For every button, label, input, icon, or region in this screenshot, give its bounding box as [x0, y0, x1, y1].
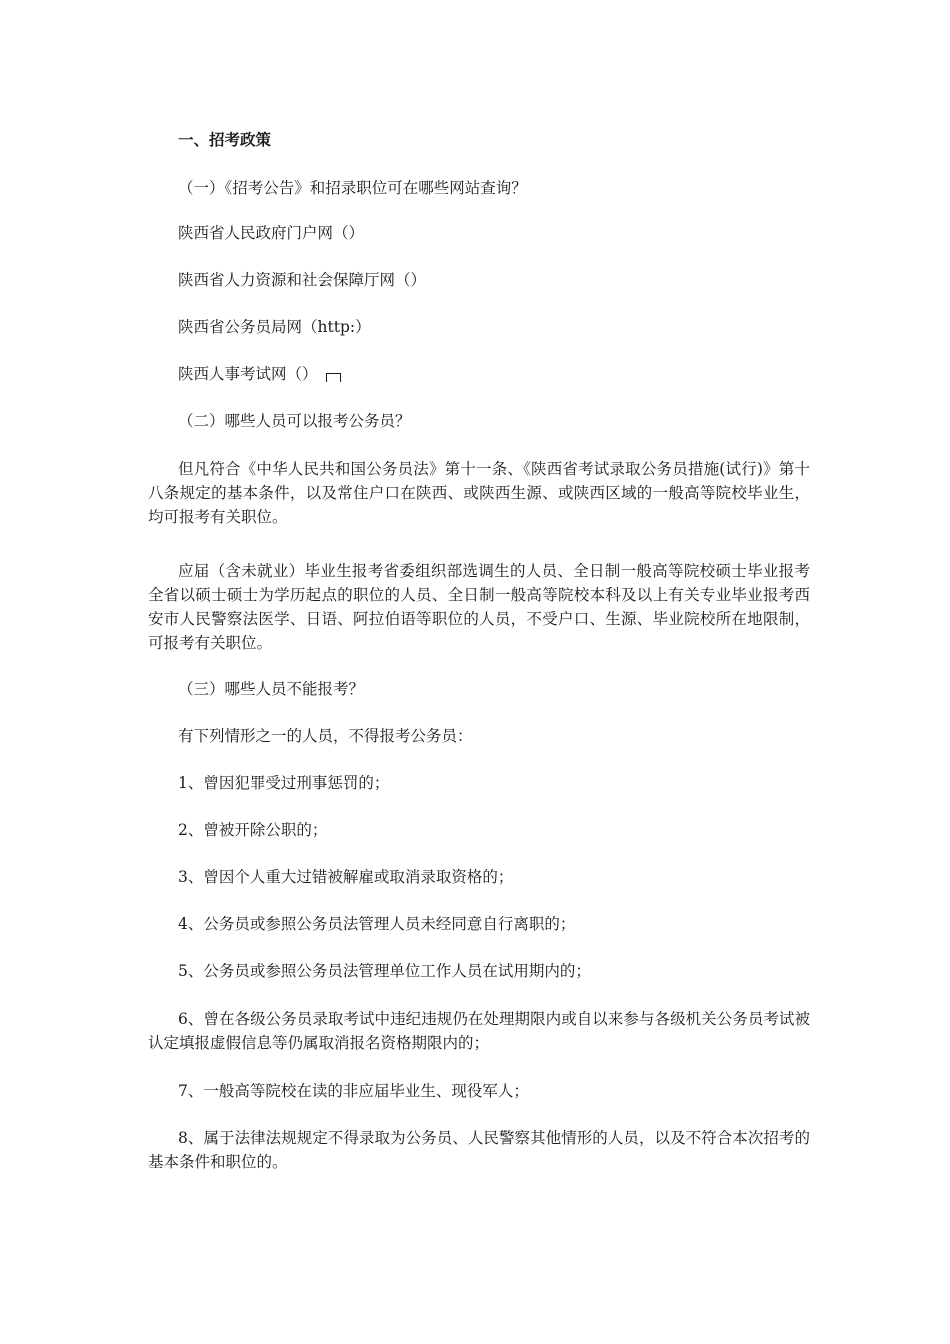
site-item: 陕西省公务员局网（http:）	[178, 318, 371, 336]
site-item: 陕西人事考试网（）	[178, 365, 318, 383]
bracket-mark-icon	[326, 373, 341, 382]
question-1: （一）《招考公告》和招录职位可在哪些网站查询？	[178, 179, 527, 197]
list-item: 7、一般高等院校在读的非应届毕业生、现役军人；	[178, 1082, 529, 1100]
list-item: 2、曾被开除公职的；	[178, 821, 328, 839]
section-title: 一、招考政策	[178, 130, 272, 149]
list-item: 8、属于法律法规规定不得录取为公务员、人民警察其他情形的人员，以及不符合本次招考的基本条件和职位的。	[148, 1129, 810, 1171]
list-item: 3、曾因个人重大过错被解雇或取消录取资格的；	[178, 868, 514, 886]
paragraph: 但凡符合《中华人民共和国公务员法》第十一条、《陕西省考试录取公务员措施(试行)》第十八条规定的基本条件，以及常住户口在陕西、或陕西生源、或陕西区域的一般高等院校毕业生，均可报考有关职位。	[148, 460, 810, 526]
question-2: （二）哪些人员可以报考公务员？	[178, 412, 411, 430]
site-item-with-mark	[178, 362, 341, 386]
paragraph: 应届（含未就业）毕业生报考省委组织部选调生的人员、全日制一般高等院校硕士毕业报考全省以硕士硕士为学历起点的职位的人员、全日制一般高等院校本科及以上有关专业毕业报考西安市人民警察法医学、日语、阿拉伯语等职位的人员，不受户口、生源、毕业院校所在地限制，可报考有关职位。	[148, 562, 810, 652]
site-item: 陕西省人力资源和社会保障厅网（）	[178, 271, 427, 289]
list-item: 1、曾因犯罪受过刑事惩罚的；	[178, 774, 390, 792]
list-item: 6、曾在各级公务员录取考试中违纪违规仍在处理期限内或自以来参与各级机关公务员考试被认定填报虚假信息等仍属取消报名资格期限内的；	[148, 1010, 810, 1052]
list-item: 5、公务员或参照公务员法管理单位工作人员在试用期内的；	[178, 962, 591, 980]
question-3: （三）哪些人员不能报考？	[178, 680, 365, 698]
list-intro: 有下列情形之一的人员，不得报考公务员：	[178, 727, 473, 745]
list-item: 4、公务员或参照公务员法管理人员未经同意自行离职的；	[178, 915, 576, 933]
site-item: 陕西省人民政府门户网（）	[178, 224, 365, 242]
